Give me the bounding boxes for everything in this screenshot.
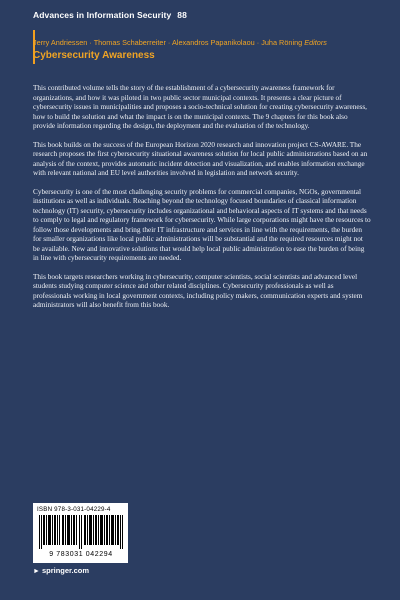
blurb-paragraph-4: This book targets researchers working in cybersecurity, computer scientists, social scientists and advanced level students studying computer science and other related disciplines. Cybersecurity professionals as well as professionals working in local government contexts, including policy makers, communication experts and system administrators will also benefit from this book. <box>33 272 363 309</box>
editor-names: Jerry Andriessen · Thomas Schaberreiter · Alexandros Papanikolaou · Juha Röning <box>33 38 303 47</box>
publisher-url: springer.com <box>41 566 90 575</box>
blurb-paragraph-3: Cybersecurity is one of the most challenging security problems for commercial companies, NGOs, governmental institutions as well as individuals. Reaching beyond the technology focused boundaries of classical information technology (IT) security, cybersecurity includes organizational and behavioral aspects of IT systems and that needs to comply to legal and regulatory framework for cybersecurity. While large corporations might have the resources to follow those developments and bring their IT infrastructure and services in line with the requirements, the burden for smaller organizations like local public administrations will be substantial and the required resources might not be available. New and innovative solutions that would help local public administration to ease the burden of being in line with cybersecurity requirements are needed. <box>33 187 371 262</box>
series-name: Advances in Information Security <box>33 10 172 20</box>
blurb-paragraph-1: This contributed volume tells the story of the establishment of a cybersecurity awareness framework for organizations, and how it was piloted in two public sector municipal contexts. It presents a clear picture of cybersecurity issues in municipalities and proposes a socio-technical solution for creating cybersecurity awareness, how to build the solution and what the impact is on the municipal contexts. The 9 chapters for this book also provide information regarding the design, the deployment and the evaluation of the technology. <box>33 84 367 130</box>
editors-label: Editors <box>304 38 327 47</box>
barcode-bars <box>39 515 123 549</box>
series-title <box>33 10 187 20</box>
barcode-digits: 9 783031 042294 <box>49 551 113 558</box>
isbn-barcode <box>33 503 128 563</box>
blurb <box>33 84 371 320</box>
publisher-link[interactable] <box>33 566 89 575</box>
isbn-label: ISBN 978-3-031-04229-4 <box>37 506 111 513</box>
editors-line <box>33 38 393 47</box>
blurb-paragraph-2: This book builds on the success of the European Horizon 2020 research and innovation project CS-AWARE. The research proposes the first cybersecurity situational awareness solution for local public administrations based on an analysis of the context, provides automatic incident detection and visualization, and enables information exchange with relevant national and EU level authorities involved in legislation and network security. <box>33 140 368 177</box>
series-number: 88 <box>177 10 187 20</box>
arrow-right-icon: ► <box>33 568 40 575</box>
book-title: Cybersecurity Awareness <box>33 50 155 61</box>
